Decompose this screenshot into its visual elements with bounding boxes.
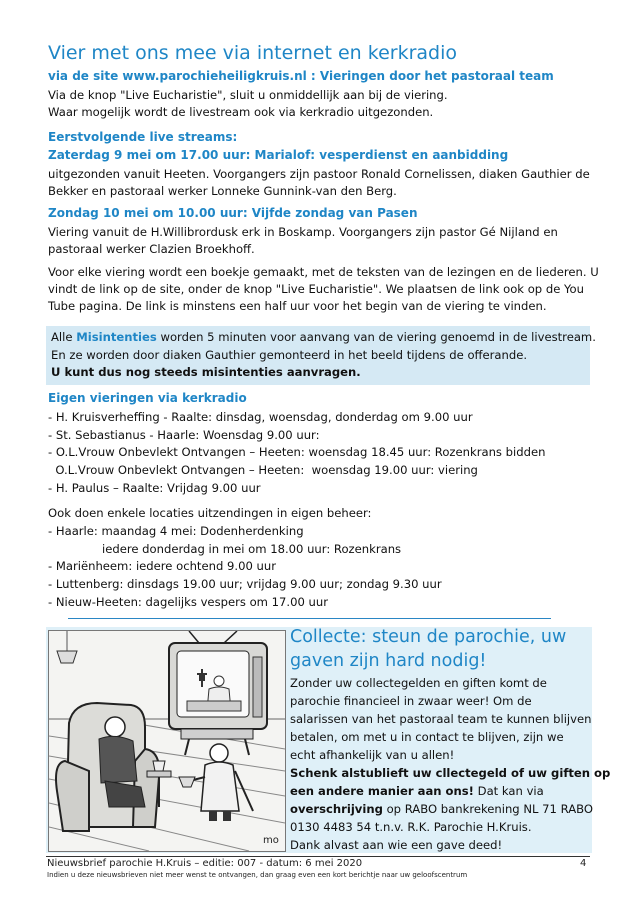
misintenties-line-3: U kunt dus nog steeds misintenties aanvragen. bbox=[51, 365, 361, 379]
sunday-text-1: Viering vanuit de H.Willibrordusk erk in Boskamp. Voorgangers zijn pastor Gé Nijland en bbox=[48, 225, 558, 239]
misintenties-line-1 bbox=[51, 329, 596, 346]
footer-rule bbox=[46, 856, 590, 857]
own-heading: Ook doen enkele locaties uitzendingen in eigen beheer: bbox=[48, 506, 372, 520]
footer-page-number: 4 bbox=[580, 858, 587, 869]
streams-heading: Eerstvolgende live streams: bbox=[48, 130, 238, 144]
misintenties-keyword: Misintenties bbox=[76, 330, 157, 344]
section-divider bbox=[68, 618, 551, 619]
booklet-text-2: vindt de link op de site, onder de knop "Live Eucharistie". We plaatsen de link ook op de You bbox=[48, 282, 584, 296]
misintenties-line-1-pre: Alle bbox=[51, 330, 77, 344]
collecte-bold-3-pre: overschrijving bbox=[290, 802, 383, 816]
radio-item-2: - St. Sebastianus - Haarle: Woensdag 9.00 uur: bbox=[48, 428, 320, 442]
collecte-bold-2-pre: een andere manier aan ons! bbox=[290, 784, 474, 798]
saturday-heading: Zaterdag 9 mei om 17.00 uur: Marialof: vesperdienst en aanbidding bbox=[48, 148, 509, 162]
intro-line-2: Waar mogelijk wordt de livestream ook via kerkradio uitgezonden. bbox=[48, 105, 434, 119]
radio-item-4: O.L.Vrouw Onbevlekt Ontvangen – Heeten: woensdag 19.00 uur: viering bbox=[48, 463, 478, 477]
collecte-body-1: Zonder uw collectegelden en giften komt de bbox=[290, 676, 547, 690]
collecte-body-2: parochie financieel in zwaar weer! Om de bbox=[290, 694, 532, 708]
own-item-3: - Mariënheem: iedere ochtend 9.00 uur bbox=[48, 559, 276, 573]
own-item-1: - Haarle: maandag 4 mei: Dodenherdenking bbox=[48, 524, 304, 538]
misintenties-line-2: En ze worden door diaken Gauthier gemonteerd in het beeld tijdens de offerande. bbox=[51, 348, 528, 362]
collecte-bold-2-post: Dat kan via bbox=[473, 784, 544, 798]
collecte-account: 0130 4483 54 t.n.v. R.K. Parochie H.Kruis. bbox=[290, 820, 532, 834]
radio-heading: Eigen vieringen via kerkradio bbox=[48, 391, 247, 405]
own-item-4: - Luttenberg: dinsdags 19.00 uur; vrijdag 9.00 uur; zondag 9.30 uur bbox=[48, 577, 442, 591]
footer-edition: Nieuwsbrief parochie H.Kruis – editie: 007 - datum: 6 mei 2020 bbox=[47, 858, 363, 869]
misintenties-line-1-post: worden 5 minuten voor aanvang van de viering genoemd in de livestream. bbox=[156, 330, 596, 344]
booklet-text-3: Tube pagina. De link is minstens een half uur voor het begin van de viering te vinden. bbox=[48, 299, 547, 313]
radio-item-5: - H. Paulus – Raalte: Vrijdag 9.00 uur bbox=[48, 481, 261, 495]
collecte-bold-3 bbox=[290, 801, 593, 818]
saturday-text-1: uitgezonden vanuit Heeten. Voorgangers zijn pastoor Ronald Cornelissen, diaken Gauthier de bbox=[48, 167, 590, 181]
own-item-5: - Nieuw-Heeten: dagelijks vespers om 17.00 uur bbox=[48, 595, 328, 609]
radio-item-1: - H. Kruisverheffing - Raalte: dinsdag, woensdag, donderdag om 9.00 uur bbox=[48, 410, 473, 424]
site-line: via de site www.parochieheiligkruis.nl : Vieringen door het pastoraal team bbox=[48, 69, 554, 83]
cartoon-signature: mo bbox=[263, 835, 279, 846]
booklet-text-1: Voor elke viering wordt een boekje gemaakt, met de teksten van de lezingen en de liederen. U bbox=[48, 265, 599, 279]
sunday-text-2: pastoraal werker Clazien Broekhoff. bbox=[48, 242, 255, 256]
collecte-bold-2 bbox=[290, 783, 544, 800]
sunday-heading: Zondag 10 mei om 10.00 uur: Vijfde zondag van Pasen bbox=[48, 206, 418, 220]
collecte-thanks: Dank alvast aan wie een gave deed! bbox=[290, 838, 503, 852]
page-title: Vier met ons mee via internet en kerkradio bbox=[48, 42, 458, 64]
collecte-body-5: echt afhankelijk van u allen! bbox=[290, 748, 455, 762]
collecte-bold-3-post: op RABO bankrekening NL 71 RABO bbox=[382, 802, 594, 816]
cartoon-drawing bbox=[49, 631, 285, 851]
saturday-text-2: Bekker en pastoraal werker Lonneke Gunnink-van den Berg. bbox=[48, 184, 397, 198]
cartoon-illustration bbox=[48, 630, 286, 852]
radio-item-3: - O.L.Vrouw Onbevlekt Ontvangen – Heeten: woensdag 18.45 uur: Rozenkrans bidden bbox=[48, 445, 546, 459]
intro-line-1: Via de knop "Live Eucharistie", sluit u onmiddellijk aan bij de viering. bbox=[48, 88, 448, 102]
footer-note: Indien u deze nieuwsbrieven niet meer wenst te ontvangen, dan graag even een kort berichtje naar uw geloofscentrum bbox=[47, 871, 468, 879]
collecte-bold-1: Schenk alstublieft uw cllectegeld of uw giften op bbox=[290, 766, 611, 780]
collecte-body-3: salarissen van het pastoraal team te kunnen blijven bbox=[290, 712, 592, 726]
collecte-body-4: betalen, om met u in contact te blijven, zijn we bbox=[290, 730, 564, 744]
collecte-title-1: Collecte: steun de parochie, uw bbox=[290, 627, 567, 647]
own-item-2: iedere donderdag in mei om 18.00 uur: Rozenkrans bbox=[102, 542, 402, 556]
collecte-title-2: gaven zijn hard nodig! bbox=[290, 651, 487, 671]
